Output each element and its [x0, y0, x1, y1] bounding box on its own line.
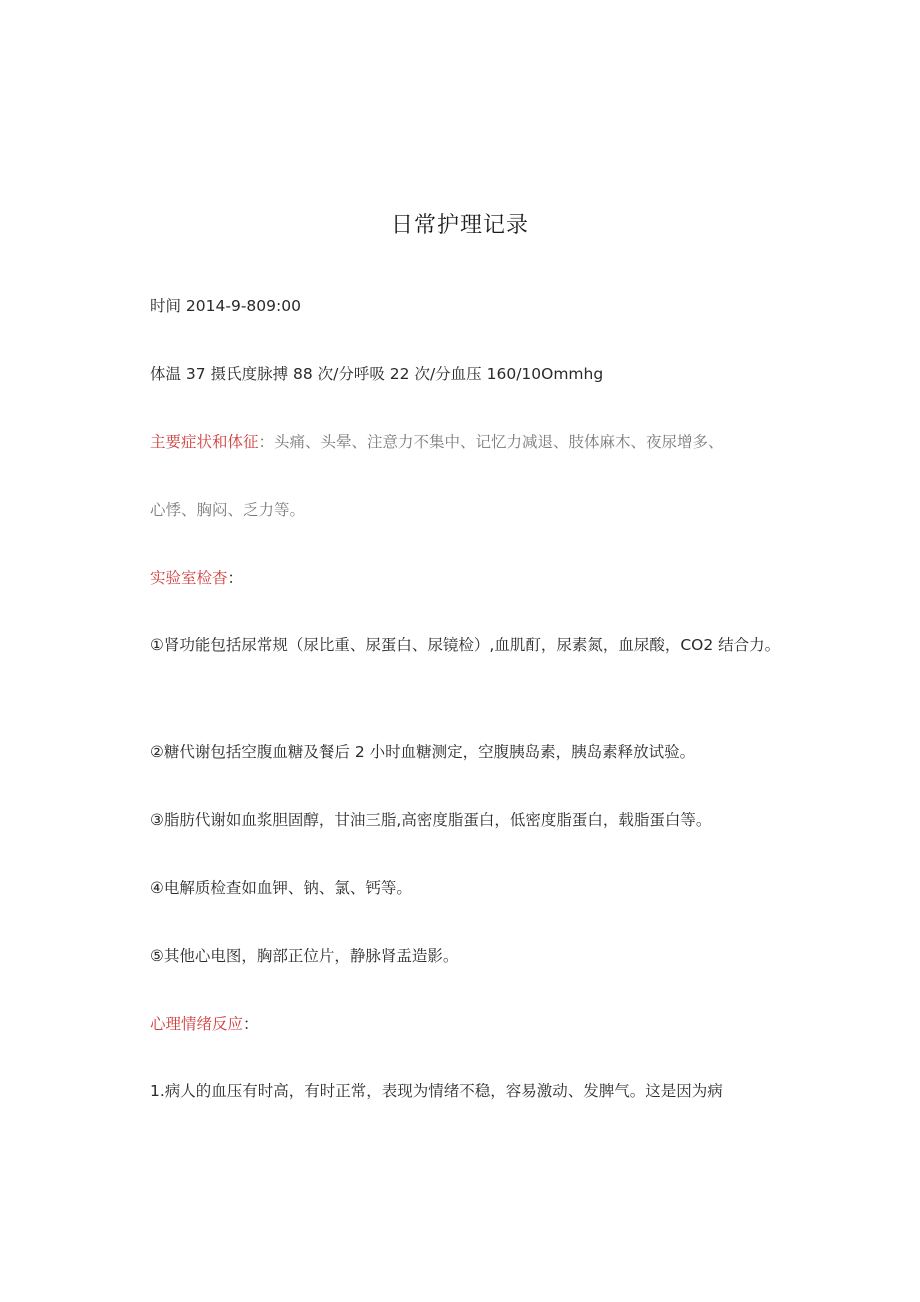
symptoms-heading: 主要症状和体征	[150, 433, 259, 451]
psych-heading: 心理情绪反应	[150, 1015, 244, 1033]
lab-heading: 实验室检杳	[150, 569, 228, 587]
lab-heading-line	[150, 567, 243, 589]
vital-signs: 体温 37 摄氏度脉搏 88 次/分呼吸 22 次/分血压 160/10Ommhg	[150, 365, 604, 383]
page-title: 日常护理记录	[390, 213, 529, 238]
symptoms-colon: ：	[258, 433, 275, 451]
lab-item-4: ④电解质检查如血钾、钠、氯、钙等。	[150, 879, 412, 897]
lab-item-2: ②糖代谢包括空腹血糖及餐后 2 小时血糖测定，空腹胰岛素，胰岛素释放试验。	[150, 743, 696, 761]
record-time: 时间 2014-9-809:00	[150, 297, 301, 315]
lab-item-1: ①肾功能包括尿常规（尿比重、尿蛋白、尿镜检）,血肌酊，尿素氮，血尿酸，CO2 结合力。	[150, 636, 781, 654]
symptoms-line	[150, 431, 724, 453]
symptoms-continued: 心悸、胸闷、乏力等。	[150, 501, 306, 519]
psych-item-1: 1.病人的血压有时高，有时正常，表现为情绪不稳，容易激动、发脾气。这是因为病	[150, 1082, 723, 1100]
lab-item-5: ⑤其他心电图，胸部正位片，静脉肾盂造影。	[150, 947, 459, 965]
psych-heading-line	[150, 1013, 259, 1035]
lab-item-3: ③脂肪代谢如血浆胆固醇，甘油三脂,高密度脂蛋白，低密度脂蛋白，载脂蛋白等。	[150, 811, 712, 829]
symptoms-text: 头痛、头晕、注意力不集中、记忆力减退、肢体麻木、夜尿增多、	[274, 433, 724, 451]
psych-colon: ：	[243, 1015, 259, 1033]
lab-colon: ：	[227, 569, 244, 587]
